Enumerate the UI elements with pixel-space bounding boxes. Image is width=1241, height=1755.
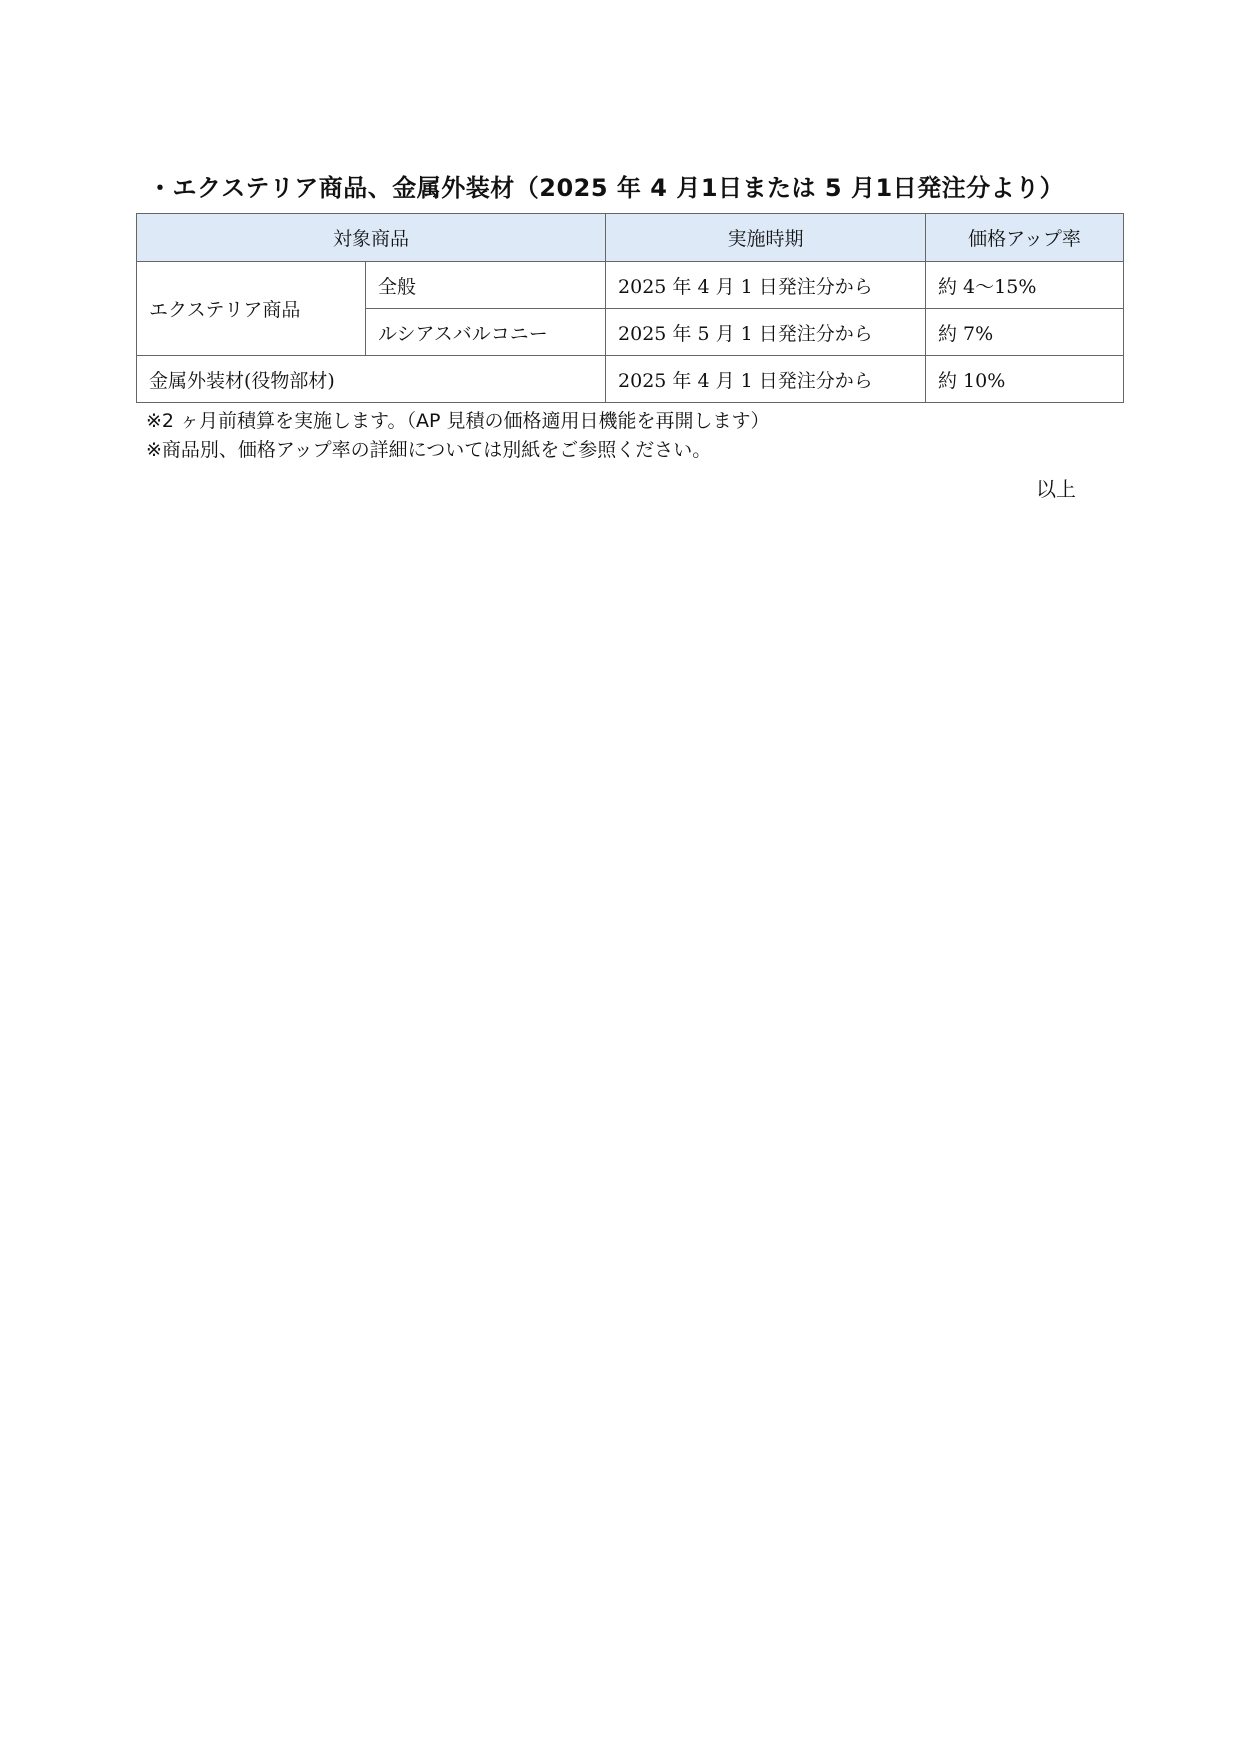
closing-mark: 以上: [1036, 477, 1076, 501]
section-heading: ・エクステリア商品、金属外装材（2025 年 4 月1日または 5 月1日発注分より）: [148, 174, 1065, 202]
note-line: ※商品別、価格アップ率の詳細については別紙をご参照ください。: [146, 439, 712, 461]
cell-period: 2025 年 4 月 1 日発注分から: [606, 356, 926, 403]
table-row: [137, 356, 1124, 403]
cell-period: 2025 年 5 月 1 日発注分から: [606, 309, 926, 356]
header-price-increase-rate: 価格アップ率: [926, 214, 1124, 262]
cell-subcategory: ルシアスバルコニー: [366, 309, 606, 356]
cell-rate: 約 4～15%: [926, 262, 1124, 309]
cell-subcategory: 全般: [366, 262, 606, 309]
cell-rate: 約 10%: [926, 356, 1124, 403]
header-target-products: 対象商品: [137, 214, 606, 262]
cell-category-metal-cladding: 金属外装材(役物部材): [137, 356, 606, 403]
note-line: ※2 ヶ月前積算を実施します。（AP 見積の価格適用日機能を再開します）: [146, 410, 770, 432]
cell-rate: 約 7%: [926, 309, 1124, 356]
cell-category-exterior: エクステリア商品: [137, 262, 366, 356]
header-implementation-period: 実施時期: [606, 214, 926, 262]
table-row: [137, 262, 1124, 309]
cell-period: 2025 年 4 月 1 日発注分から: [606, 262, 926, 309]
notes-block: [146, 407, 1106, 465]
price-increase-table: [136, 213, 1124, 403]
table-header-row: [137, 214, 1124, 262]
